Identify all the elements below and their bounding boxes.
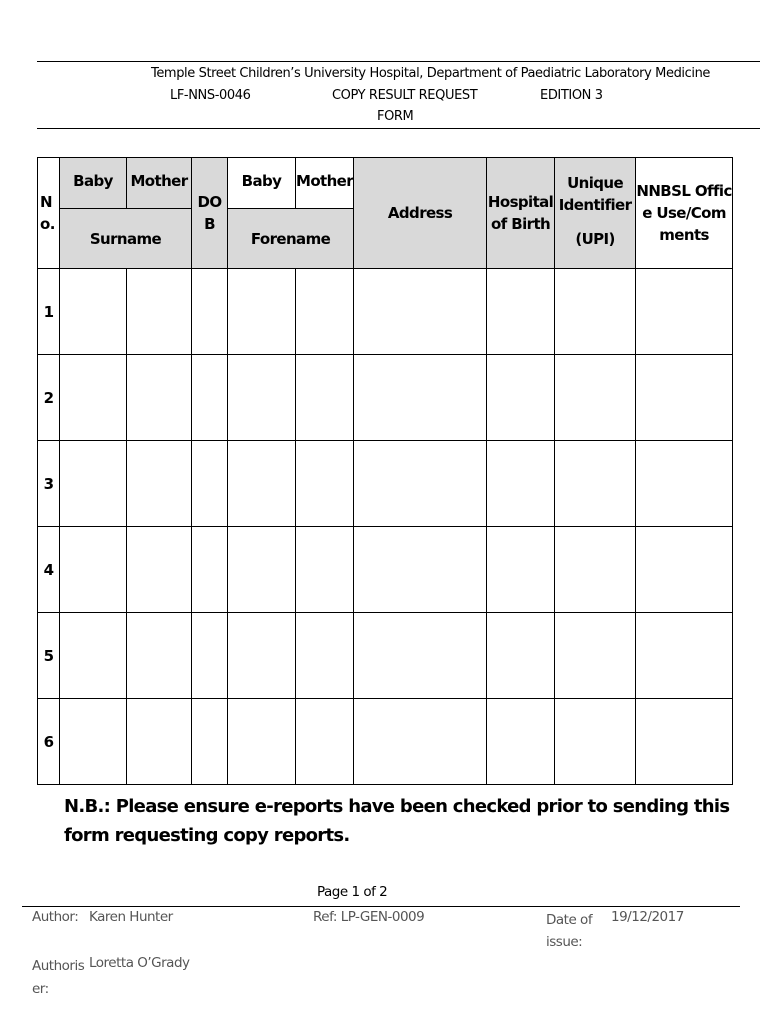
mother-forename-cell[interactable] <box>296 699 354 785</box>
edition-label: EDITION 3 <box>540 88 603 103</box>
baby-forename-cell[interactable] <box>228 527 296 613</box>
address-cell[interactable] <box>354 269 487 355</box>
authoriser-label: Authoriser: <box>32 958 85 997</box>
footer-rule <box>22 906 740 907</box>
header-dob: DOB <box>192 158 228 269</box>
dob-cell[interactable] <box>192 269 228 355</box>
row-number: 3 <box>38 441 60 527</box>
table-row <box>38 269 733 355</box>
hospital-cell[interactable] <box>487 441 555 527</box>
mother-forename-cell[interactable] <box>296 441 354 527</box>
comments-cell[interactable] <box>636 699 733 785</box>
dob-cell[interactable] <box>192 613 228 699</box>
header-bottom-rule <box>37 128 760 129</box>
mother-forename-cell[interactable] <box>296 355 354 441</box>
address-cell[interactable] <box>354 527 487 613</box>
issue-date: 19/12/2017 <box>611 909 684 925</box>
row-number: 5 <box>38 613 60 699</box>
baby-surname-cell[interactable] <box>60 699 127 785</box>
mother-forename-cell[interactable] <box>296 613 354 699</box>
nb-note: N.B.: Please ensure e-reports have been checked prior to sending this form requesting copy reports. <box>64 796 730 846</box>
header-nnbsl-office: NNBSL Office Use/Comments <box>636 158 733 269</box>
header-top-rule <box>37 61 760 62</box>
row-number: 2 <box>38 355 60 441</box>
page-number: Page 1 of 2 <box>317 884 388 900</box>
date-label: Date of issue: <box>546 912 593 950</box>
header-forename: Forename <box>228 209 354 269</box>
hospital-department-line: Temple Street Children’s University Hospital, Department of Paediatric Laboratory Medicine <box>151 66 711 81</box>
request-table <box>37 157 733 785</box>
baby-surname-cell[interactable] <box>60 269 127 355</box>
dob-cell[interactable] <box>192 699 228 785</box>
dob-cell[interactable] <box>192 441 228 527</box>
hospital-cell[interactable] <box>487 527 555 613</box>
mother-surname-cell[interactable] <box>127 355 192 441</box>
baby-surname-cell[interactable] <box>60 355 127 441</box>
mother-forename-cell[interactable] <box>296 269 354 355</box>
form-code: LF-NNS-0046 <box>170 88 251 103</box>
upi-label: (UPI) <box>575 230 615 248</box>
header-unique-identifier <box>555 158 636 269</box>
form-title-line1: COPY RESULT REQUEST <box>332 88 478 103</box>
comments-cell[interactable] <box>636 527 733 613</box>
dob-cell[interactable] <box>192 527 228 613</box>
address-cell[interactable] <box>354 699 487 785</box>
address-cell[interactable] <box>354 355 487 441</box>
table-row <box>38 355 733 441</box>
upi-cell[interactable] <box>555 527 636 613</box>
header-hospital-of-birth: Hospital of Birth <box>487 158 555 269</box>
table-row <box>38 613 733 699</box>
author-name: Karen Hunter <box>89 909 173 925</box>
upi-cell[interactable] <box>555 355 636 441</box>
hospital-cell[interactable] <box>487 355 555 441</box>
comments-cell[interactable] <box>636 613 733 699</box>
address-cell[interactable] <box>354 613 487 699</box>
mother-surname-cell[interactable] <box>127 441 192 527</box>
author-label: Author: <box>32 909 79 925</box>
address-cell[interactable] <box>354 441 487 527</box>
row-number: 4 <box>38 527 60 613</box>
table-row <box>38 441 733 527</box>
hospital-cell[interactable] <box>487 269 555 355</box>
authoriser-name: Loretta O’Grady <box>89 955 190 971</box>
mother-surname-cell[interactable] <box>127 699 192 785</box>
unique-identifier-label: Unique Identifier <box>558 174 632 214</box>
upi-cell[interactable] <box>555 441 636 527</box>
baby-forename-cell[interactable] <box>228 613 296 699</box>
comments-cell[interactable] <box>636 441 733 527</box>
header-surname: Surname <box>60 209 192 269</box>
reference: Ref: LP-GEN-0009 <box>313 909 425 925</box>
mother-forename-cell[interactable] <box>296 527 354 613</box>
hospital-cell[interactable] <box>487 613 555 699</box>
dob-cell[interactable] <box>192 355 228 441</box>
hospital-cell[interactable] <box>487 699 555 785</box>
header-mother-surname: Mother <box>127 158 192 209</box>
header-no: No. <box>38 158 60 269</box>
upi-cell[interactable] <box>555 613 636 699</box>
upi-cell[interactable] <box>555 269 636 355</box>
baby-forename-cell[interactable] <box>228 269 296 355</box>
baby-forename-cell[interactable] <box>228 441 296 527</box>
baby-forename-cell[interactable] <box>228 355 296 441</box>
comments-cell[interactable] <box>636 355 733 441</box>
comments-cell[interactable] <box>636 269 733 355</box>
baby-surname-cell[interactable] <box>60 441 127 527</box>
baby-surname-cell[interactable] <box>60 613 127 699</box>
row-number: 6 <box>38 699 60 785</box>
mother-surname-cell[interactable] <box>127 613 192 699</box>
mother-surname-cell[interactable] <box>127 527 192 613</box>
header-mother-forename: Mother <box>296 158 354 209</box>
row-number: 1 <box>38 269 60 355</box>
table-row <box>38 699 733 785</box>
header-baby-forename: Baby <box>228 158 296 209</box>
header-baby-surname: Baby <box>60 158 127 209</box>
header-address: Address <box>354 158 487 269</box>
upi-cell[interactable] <box>555 699 636 785</box>
baby-surname-cell[interactable] <box>60 527 127 613</box>
form-title-line2: FORM <box>377 109 414 124</box>
mother-surname-cell[interactable] <box>127 269 192 355</box>
baby-forename-cell[interactable] <box>228 699 296 785</box>
table-row <box>38 527 733 613</box>
